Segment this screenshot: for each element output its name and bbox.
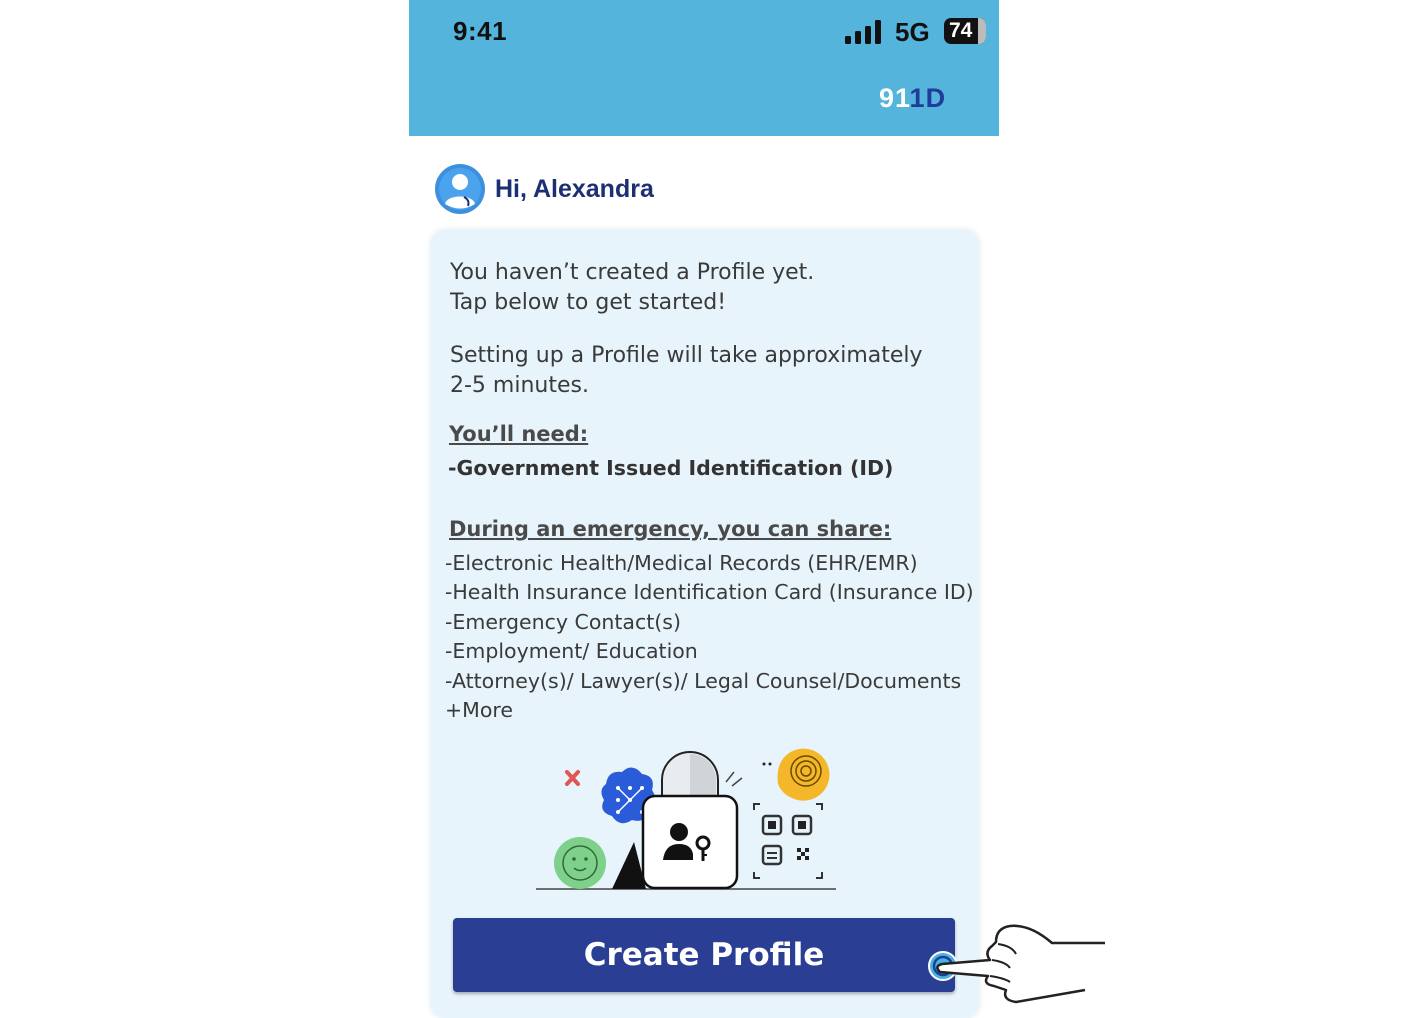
share-item: -Emergency Contact(s)	[445, 610, 681, 634]
setup-time-line-1: Setting up a Profile will take approximately	[450, 343, 923, 368]
profile-info-card	[431, 230, 979, 1018]
greeting-text: Hi, Alexandra	[495, 174, 654, 203]
battery-level: 74	[949, 19, 973, 42]
tap-hand-icon	[920, 920, 1110, 1010]
need-item: -Government Issued Identification (ID)	[448, 456, 894, 480]
share-item: +More	[445, 698, 513, 722]
fingerprint-icon	[778, 749, 830, 801]
setup-time-line-2: 2-5 minutes.	[450, 373, 589, 398]
brand-logo-prefix: 91	[879, 83, 910, 113]
greeting	[434, 163, 654, 215]
qr-code-icon	[754, 804, 822, 878]
battery-icon	[944, 18, 986, 44]
share-item: -Employment/ Education	[445, 639, 698, 663]
close-x-icon	[567, 772, 578, 784]
face-id-icon	[554, 837, 606, 889]
status-time: 9:41	[453, 16, 508, 46]
share-item: -Attorney(s)/ Lawyer(s)/ Legal Counsel/Documents	[445, 669, 962, 693]
brand-logo-suffix: 1D	[909, 83, 947, 113]
network-indicator: 5G	[895, 17, 930, 47]
user-avatar-icon[interactable]	[434, 163, 486, 215]
brand-logo	[879, 83, 946, 114]
share-item: -Health Insurance Identification Card (Insurance ID)	[445, 580, 974, 604]
intro-line-2: Tap below to get started!	[450, 290, 727, 315]
status-bar	[409, 0, 999, 136]
security-illustration	[536, 742, 846, 892]
create-profile-button[interactable]: Create Profile	[453, 918, 955, 992]
signal-strength-icon	[845, 20, 885, 44]
share-heading: During an emergency, you can share:	[449, 517, 892, 541]
intro-line-1: You haven’t created a Profile yet.	[450, 260, 815, 285]
need-heading: You’ll need:	[449, 422, 589, 446]
padlock-icon	[643, 752, 737, 888]
share-item: -Electronic Health/Medical Records (EHR/EMR)	[445, 551, 918, 575]
